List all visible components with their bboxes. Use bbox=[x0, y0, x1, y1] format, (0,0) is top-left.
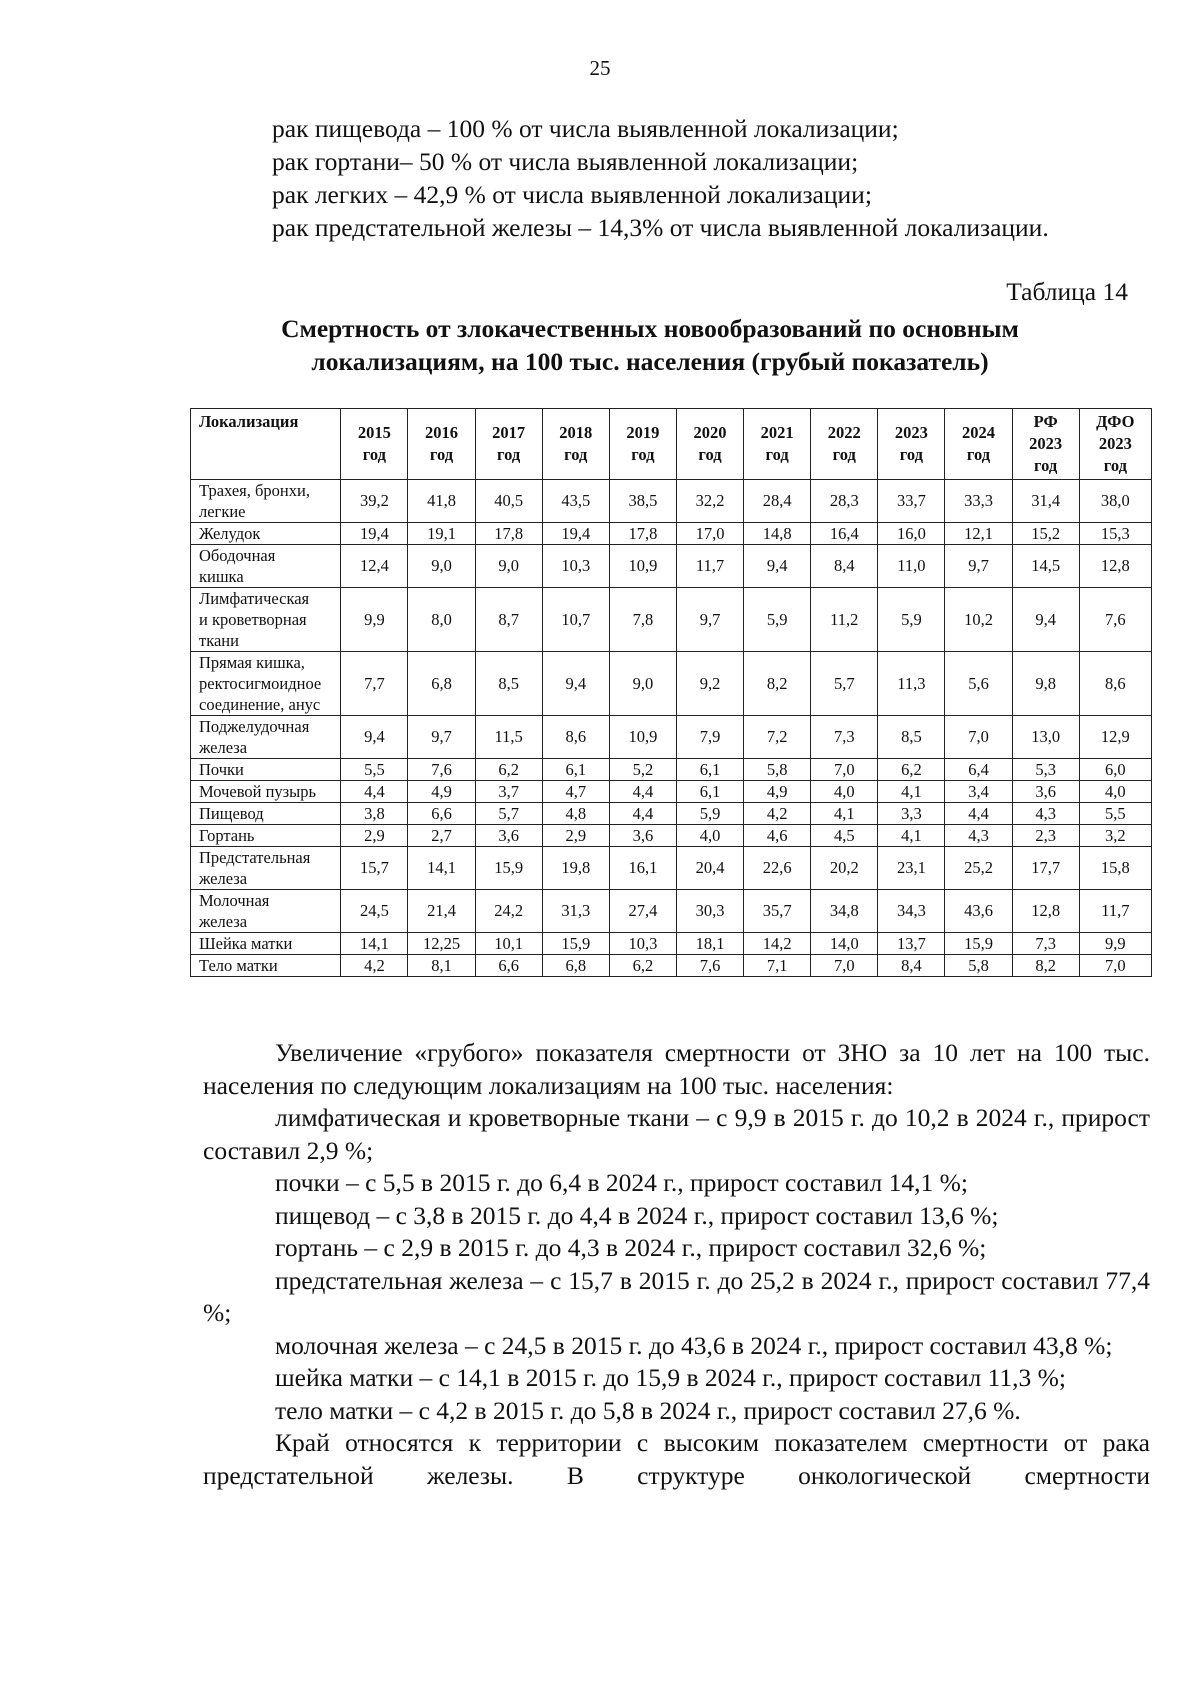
header-column-line: год bbox=[832, 445, 856, 464]
value-cell: 4,0 bbox=[676, 825, 743, 847]
value-cell: 9,4 bbox=[744, 545, 811, 588]
value-cell: 8,6 bbox=[542, 716, 609, 759]
value-cell: 16,0 bbox=[878, 523, 945, 545]
value-cell: 6,1 bbox=[676, 781, 743, 803]
value-cell: 40,5 bbox=[475, 480, 542, 523]
value-cell: 6,2 bbox=[878, 759, 945, 781]
table-row bbox=[191, 523, 1152, 545]
value-cell: 34,3 bbox=[878, 890, 945, 933]
value-cell: 6,6 bbox=[475, 955, 542, 977]
value-cell: 2,3 bbox=[1012, 825, 1079, 847]
value-cell: 4,4 bbox=[609, 803, 676, 825]
value-cell: 10,2 bbox=[945, 588, 1012, 652]
value-cell: 43,6 bbox=[945, 890, 1012, 933]
value-cell: 6,8 bbox=[542, 955, 609, 977]
table-row bbox=[191, 588, 1152, 652]
localization-line: железа bbox=[199, 738, 248, 757]
value-cell: 6,6 bbox=[408, 803, 475, 825]
localization-line: Почки bbox=[199, 760, 244, 779]
paragraph: Увеличение «грубого» показателя смертности от ЗНО за 10 лет на 100 тыс. населения по следующим локализациям на 100 тыс. населения: bbox=[203, 1038, 1150, 1100]
value-cell: 43,5 bbox=[542, 480, 609, 523]
value-cell: 4,3 bbox=[945, 825, 1012, 847]
value-cell: 8,0 bbox=[408, 588, 475, 652]
value-cell: 2,9 bbox=[542, 825, 609, 847]
localization-cell bbox=[191, 933, 341, 955]
value-cell: 34,8 bbox=[811, 890, 878, 933]
value-cell: 5,7 bbox=[475, 803, 542, 825]
value-cell: 4,7 bbox=[542, 781, 609, 803]
value-cell: 4,4 bbox=[609, 781, 676, 803]
value-cell: 2,9 bbox=[341, 825, 408, 847]
value-cell: 11,0 bbox=[878, 545, 945, 588]
value-cell: 6,2 bbox=[475, 759, 542, 781]
paragraph: Край относятся к территории с высоким показателем смертности от рака предстательной железы. В структуре онкологической смертности bbox=[203, 1428, 1150, 1490]
value-cell: 9,2 bbox=[676, 652, 743, 716]
localization-line: Желудок bbox=[199, 524, 261, 543]
header-column bbox=[945, 409, 1012, 480]
value-cell: 3,6 bbox=[1012, 781, 1079, 803]
value-cell: 19,1 bbox=[408, 523, 475, 545]
value-cell: 8,6 bbox=[1079, 652, 1151, 716]
value-cell: 7,3 bbox=[1012, 933, 1079, 955]
value-cell: 9,0 bbox=[408, 545, 475, 588]
value-cell: 4,9 bbox=[744, 781, 811, 803]
value-cell: 4,4 bbox=[945, 803, 1012, 825]
value-cell: 10,9 bbox=[609, 716, 676, 759]
page-number: 25 bbox=[589, 56, 611, 80]
intro-list bbox=[272, 112, 1152, 244]
value-cell: 8,4 bbox=[878, 955, 945, 977]
value-cell: 41,8 bbox=[408, 480, 475, 523]
value-cell: 5,2 bbox=[609, 759, 676, 781]
value-cell: 5,3 bbox=[1012, 759, 1079, 781]
value-cell: 4,2 bbox=[744, 803, 811, 825]
localization-cell bbox=[191, 825, 341, 847]
header-column bbox=[1079, 409, 1151, 480]
value-cell: 4,3 bbox=[1012, 803, 1079, 825]
value-cell: 24,2 bbox=[475, 890, 542, 933]
value-cell: 9,9 bbox=[1079, 933, 1151, 955]
value-cell: 14,8 bbox=[744, 523, 811, 545]
table-row bbox=[191, 847, 1152, 890]
value-cell: 15,2 bbox=[1012, 523, 1079, 545]
value-cell: 15,8 bbox=[1079, 847, 1151, 890]
localization-line: ректосигмоидное bbox=[199, 674, 322, 693]
value-cell: 31,4 bbox=[1012, 480, 1079, 523]
localization-line: Тело матки bbox=[199, 956, 278, 975]
value-cell: 5,9 bbox=[744, 588, 811, 652]
header-column bbox=[744, 409, 811, 480]
value-cell: 8,5 bbox=[475, 652, 542, 716]
value-cell: 5,9 bbox=[878, 588, 945, 652]
localization-line: Молочная bbox=[199, 891, 270, 910]
header-column-line: год bbox=[966, 445, 991, 464]
paragraph: молочная железа – с 24,5 в 2015 г. до 43,6 в 2024 г., прирост составил 43,8 %; bbox=[275, 1330, 1113, 1360]
value-cell: 9,0 bbox=[609, 652, 676, 716]
header-column bbox=[341, 409, 408, 480]
body-text bbox=[203, 1037, 1150, 1492]
value-cell: 11,7 bbox=[1079, 890, 1151, 933]
value-cell: 22,6 bbox=[744, 847, 811, 890]
value-cell: 35,7 bbox=[744, 890, 811, 933]
localization-cell bbox=[191, 652, 341, 716]
value-cell: 5,7 bbox=[811, 652, 878, 716]
value-cell: 28,4 bbox=[744, 480, 811, 523]
localization-cell bbox=[191, 480, 341, 523]
value-cell: 7,7 bbox=[341, 652, 408, 716]
header-column-line: 2024 bbox=[962, 423, 995, 442]
value-cell: 9,7 bbox=[408, 716, 475, 759]
table-body bbox=[191, 480, 1152, 977]
table-header-row bbox=[191, 409, 1152, 480]
value-cell: 10,1 bbox=[475, 933, 542, 955]
intro-line: рак предстательной железы – 14,3% от числа выявленной локализации. bbox=[272, 213, 1049, 242]
header-column bbox=[811, 409, 878, 480]
value-cell: 4,1 bbox=[811, 803, 878, 825]
value-cell: 5,5 bbox=[1079, 803, 1151, 825]
header-column-line: 2016 bbox=[425, 423, 458, 442]
intro-line: рак пищевода – 100 % от числа выявленной локализации; bbox=[272, 114, 899, 143]
value-cell: 5,8 bbox=[744, 759, 811, 781]
value-cell: 19,4 bbox=[542, 523, 609, 545]
value-cell: 12,8 bbox=[1079, 545, 1151, 588]
localization-line: и кроветворная bbox=[199, 610, 307, 629]
value-cell: 7,0 bbox=[945, 716, 1012, 759]
header-column bbox=[542, 409, 609, 480]
value-cell: 7,9 bbox=[676, 716, 743, 759]
value-cell: 7,1 bbox=[744, 955, 811, 977]
value-cell: 7,3 bbox=[811, 716, 878, 759]
value-cell: 4,4 bbox=[341, 781, 408, 803]
header-column-line: год bbox=[899, 445, 923, 464]
header-column-line: год bbox=[1034, 456, 1058, 475]
value-cell: 4,2 bbox=[341, 955, 408, 977]
header-column-line: год bbox=[1103, 456, 1127, 475]
header-column bbox=[1012, 409, 1079, 480]
value-cell: 7,6 bbox=[1079, 588, 1151, 652]
header-column-line: 2023 bbox=[1098, 434, 1132, 453]
value-cell: 6,1 bbox=[542, 759, 609, 781]
value-cell: 38,0 bbox=[1079, 480, 1151, 523]
header-column-line: 2023 bbox=[894, 423, 928, 442]
localization-line: Шейка матки bbox=[199, 934, 293, 953]
value-cell: 7,6 bbox=[676, 955, 743, 977]
paragraph: почки – с 5,5 в 2015 г. до 6,4 в 2024 г., прирост составил 14,1 %; bbox=[275, 1168, 968, 1197]
value-cell: 14,0 bbox=[811, 933, 878, 955]
paragraph: пищевод – с 3,8 в 2015 г. до 4,4 в 2024 г., прирост составил 13,6 %; bbox=[275, 1200, 999, 1230]
value-cell: 33,7 bbox=[878, 480, 945, 523]
value-cell: 20,4 bbox=[676, 847, 743, 890]
value-cell: 10,3 bbox=[542, 545, 609, 588]
header-column-line: год bbox=[765, 445, 789, 464]
value-cell: 12,4 bbox=[341, 545, 408, 588]
localization-cell bbox=[191, 759, 341, 781]
value-cell: 20,2 bbox=[811, 847, 878, 890]
header-column-line: 2020 bbox=[693, 423, 727, 442]
value-cell: 4,1 bbox=[878, 825, 945, 847]
value-cell: 23,1 bbox=[878, 847, 945, 890]
table-row bbox=[191, 781, 1152, 803]
header-column-line: 2022 bbox=[827, 423, 861, 442]
value-cell: 39,2 bbox=[341, 480, 408, 523]
value-cell: 3,7 bbox=[475, 781, 542, 803]
value-cell: 24,5 bbox=[341, 890, 408, 933]
value-cell: 4,6 bbox=[744, 825, 811, 847]
value-cell: 30,3 bbox=[676, 890, 743, 933]
value-cell: 9,7 bbox=[945, 545, 1012, 588]
value-cell: 15,3 bbox=[1079, 523, 1151, 545]
value-cell: 18,1 bbox=[676, 933, 743, 955]
value-cell: 14,1 bbox=[408, 847, 475, 890]
value-cell: 8,2 bbox=[744, 652, 811, 716]
localization-line: Лимфатическая bbox=[199, 589, 310, 608]
value-cell: 16,1 bbox=[609, 847, 676, 890]
value-cell: 6,0 bbox=[1079, 759, 1151, 781]
localization-line: Мочевой пузырь bbox=[199, 782, 317, 801]
value-cell: 5,6 bbox=[945, 652, 1012, 716]
value-cell: 6,1 bbox=[676, 759, 743, 781]
value-cell: 12,1 bbox=[945, 523, 1012, 545]
value-cell: 7,0 bbox=[1079, 955, 1151, 977]
localization-cell bbox=[191, 955, 341, 977]
localization-cell bbox=[191, 803, 341, 825]
localization-cell bbox=[191, 523, 341, 545]
value-cell: 3,4 bbox=[945, 781, 1012, 803]
localization-line: Трахея, бронхи, bbox=[199, 481, 310, 500]
table-row bbox=[191, 955, 1152, 977]
value-cell: 21,4 bbox=[408, 890, 475, 933]
value-cell: 3,2 bbox=[1079, 825, 1151, 847]
table-row bbox=[191, 652, 1152, 716]
value-cell: 7,0 bbox=[811, 955, 878, 977]
table-row bbox=[191, 545, 1152, 588]
value-cell: 5,8 bbox=[945, 955, 1012, 977]
value-cell: 11,3 bbox=[878, 652, 945, 716]
table-label: Таблица 14 bbox=[1006, 277, 1128, 306]
value-cell: 3,6 bbox=[609, 825, 676, 847]
header-column-line: 2017 bbox=[492, 423, 526, 442]
value-cell: 8,4 bbox=[811, 545, 878, 588]
value-cell: 10,3 bbox=[609, 933, 676, 955]
value-cell: 10,9 bbox=[609, 545, 676, 588]
mortality-table bbox=[190, 408, 1152, 977]
header-column-line: 2019 bbox=[626, 423, 660, 442]
intro-line: рак легких – 42,9 % от числа выявленной локализации; bbox=[272, 180, 872, 209]
header-column-line: год bbox=[362, 445, 386, 464]
paragraph: тело матки – с 4,2 в 2015 г. до 5,8 в 2024 г., прирост составил 27,6 %. bbox=[275, 1395, 1021, 1425]
value-cell: 4,9 bbox=[408, 781, 475, 803]
value-cell: 15,9 bbox=[475, 847, 542, 890]
header-localization: Локализация bbox=[191, 409, 341, 480]
value-cell: 12,9 bbox=[1079, 716, 1151, 759]
value-cell: 9,4 bbox=[542, 652, 609, 716]
localization-line: кишка bbox=[199, 567, 244, 586]
value-cell: 7,6 bbox=[408, 759, 475, 781]
value-cell: 3,6 bbox=[475, 825, 542, 847]
value-cell: 6,4 bbox=[945, 759, 1012, 781]
value-cell: 9,0 bbox=[475, 545, 542, 588]
value-cell: 25,2 bbox=[945, 847, 1012, 890]
value-cell: 9,7 bbox=[676, 588, 743, 652]
header-column bbox=[408, 409, 475, 480]
table-row bbox=[191, 890, 1152, 933]
header-column-line: год bbox=[429, 445, 454, 464]
header-column-line: год bbox=[564, 445, 588, 464]
table-row bbox=[191, 803, 1152, 825]
localization-line: соединение, анус bbox=[199, 695, 321, 714]
value-cell: 11,2 bbox=[811, 588, 878, 652]
paragraph: предстательная железа – с 15,7 в 2015 г. до 25,2 в 2024 г., прирост составил 77,4 %; bbox=[203, 1265, 1150, 1327]
table-row bbox=[191, 759, 1152, 781]
value-cell: 17,8 bbox=[475, 523, 542, 545]
value-cell: 7,8 bbox=[609, 588, 676, 652]
header-column-line: 2015 bbox=[357, 423, 391, 442]
header-column bbox=[676, 409, 743, 480]
localization-line: железа bbox=[199, 912, 248, 931]
value-cell: 4,0 bbox=[1079, 781, 1151, 803]
localization-line: Ободочная bbox=[199, 546, 276, 565]
localization-line: легкие bbox=[199, 502, 246, 521]
localization-cell bbox=[191, 716, 341, 759]
localization-line: ткани bbox=[199, 631, 239, 650]
value-cell: 15,7 bbox=[341, 847, 408, 890]
header-column bbox=[609, 409, 676, 480]
value-cell: 19,8 bbox=[542, 847, 609, 890]
paragraph: гортань – с 2,9 в 2015 г. до 4,3 в 2024 г., прирост составил 32,6 %; bbox=[275, 1233, 987, 1262]
value-cell: 8,2 bbox=[1012, 955, 1079, 977]
localization-line: Прямая кишка, bbox=[199, 653, 305, 672]
paragraph: лимфатическая и кроветворные ткани – с 9,9 в 2015 г. до 10,2 в 2024 г., прирост составил 2,9 %; bbox=[203, 1103, 1150, 1165]
value-cell: 7,2 bbox=[744, 716, 811, 759]
value-cell: 15,9 bbox=[542, 933, 609, 955]
localization-cell bbox=[191, 890, 341, 933]
value-cell: 8,1 bbox=[408, 955, 475, 977]
value-cell: 2,7 bbox=[408, 825, 475, 847]
value-cell: 12,25 bbox=[408, 933, 475, 955]
value-cell: 14,2 bbox=[744, 933, 811, 955]
paragraph: шейка матки – с 14,1 в 2015 г. до 15,9 в 2024 г., прирост составил 11,3 %; bbox=[275, 1363, 1066, 1392]
localization-cell bbox=[191, 781, 341, 803]
header-column-line: 2023 bbox=[1029, 434, 1063, 453]
localization-line: железа bbox=[199, 869, 248, 888]
header-column bbox=[475, 409, 542, 480]
header-column-line: 2021 bbox=[760, 423, 794, 442]
table-row bbox=[191, 480, 1152, 523]
localization-cell bbox=[191, 545, 341, 588]
value-cell: 16,4 bbox=[811, 523, 878, 545]
value-cell: 7,0 bbox=[811, 759, 878, 781]
value-cell: 17,8 bbox=[609, 523, 676, 545]
value-cell: 17,0 bbox=[676, 523, 743, 545]
value-cell: 28,3 bbox=[811, 480, 878, 523]
value-cell: 4,0 bbox=[811, 781, 878, 803]
localization-cell bbox=[191, 588, 341, 652]
header-column-line: ДФО bbox=[1096, 412, 1135, 431]
header-column-line: год bbox=[497, 445, 521, 464]
header-column-line: РФ bbox=[1033, 412, 1058, 431]
value-cell: 8,5 bbox=[878, 716, 945, 759]
value-cell: 11,7 bbox=[676, 545, 743, 588]
localization-line: Пищевод bbox=[199, 804, 264, 823]
localization-cell bbox=[191, 847, 341, 890]
table-title-line: локализациям, на 100 тыс. населения (грубый показатель) bbox=[311, 347, 989, 376]
localization-line: Гортань bbox=[199, 826, 255, 845]
localization-line: Поджелудочная bbox=[199, 717, 310, 736]
value-cell: 4,8 bbox=[542, 803, 609, 825]
value-cell: 38,5 bbox=[609, 480, 676, 523]
value-cell: 5,9 bbox=[676, 803, 743, 825]
value-cell: 27,4 bbox=[609, 890, 676, 933]
value-cell: 17,7 bbox=[1012, 847, 1079, 890]
intro-line: рак гортани– 50 % от числа выявленной локализации; bbox=[272, 147, 859, 176]
table-title-line: Смертность от злокачественных новообразований по основным bbox=[281, 314, 1019, 343]
value-cell: 33,3 bbox=[945, 480, 1012, 523]
table-row bbox=[191, 716, 1152, 759]
value-cell: 13,7 bbox=[878, 933, 945, 955]
value-cell: 19,4 bbox=[341, 523, 408, 545]
value-cell: 14,5 bbox=[1012, 545, 1079, 588]
header-column bbox=[878, 409, 945, 480]
value-cell: 15,9 bbox=[945, 933, 1012, 955]
value-cell: 5,5 bbox=[341, 759, 408, 781]
value-cell: 3,3 bbox=[878, 803, 945, 825]
value-cell: 6,2 bbox=[609, 955, 676, 977]
header-column-line: 2018 bbox=[559, 423, 593, 442]
table-row bbox=[191, 933, 1152, 955]
value-cell: 4,5 bbox=[811, 825, 878, 847]
value-cell: 6,8 bbox=[408, 652, 475, 716]
header-column-line: год bbox=[631, 445, 655, 464]
value-cell: 10,7 bbox=[542, 588, 609, 652]
value-cell: 11,5 bbox=[475, 716, 542, 759]
value-cell: 13,0 bbox=[1012, 716, 1079, 759]
value-cell: 9,9 bbox=[341, 588, 408, 652]
header-column-line: год bbox=[698, 445, 722, 464]
value-cell: 3,8 bbox=[341, 803, 408, 825]
table-row bbox=[191, 825, 1152, 847]
value-cell: 12,8 bbox=[1012, 890, 1079, 933]
value-cell: 4,1 bbox=[878, 781, 945, 803]
value-cell: 31,3 bbox=[542, 890, 609, 933]
table-title bbox=[160, 312, 1140, 378]
value-cell: 9,4 bbox=[341, 716, 408, 759]
value-cell: 14,1 bbox=[341, 933, 408, 955]
value-cell: 32,2 bbox=[676, 480, 743, 523]
value-cell: 9,8 bbox=[1012, 652, 1079, 716]
value-cell: 8,7 bbox=[475, 588, 542, 652]
value-cell: 9,4 bbox=[1012, 588, 1079, 652]
localization-line: Предстательная bbox=[199, 848, 311, 867]
